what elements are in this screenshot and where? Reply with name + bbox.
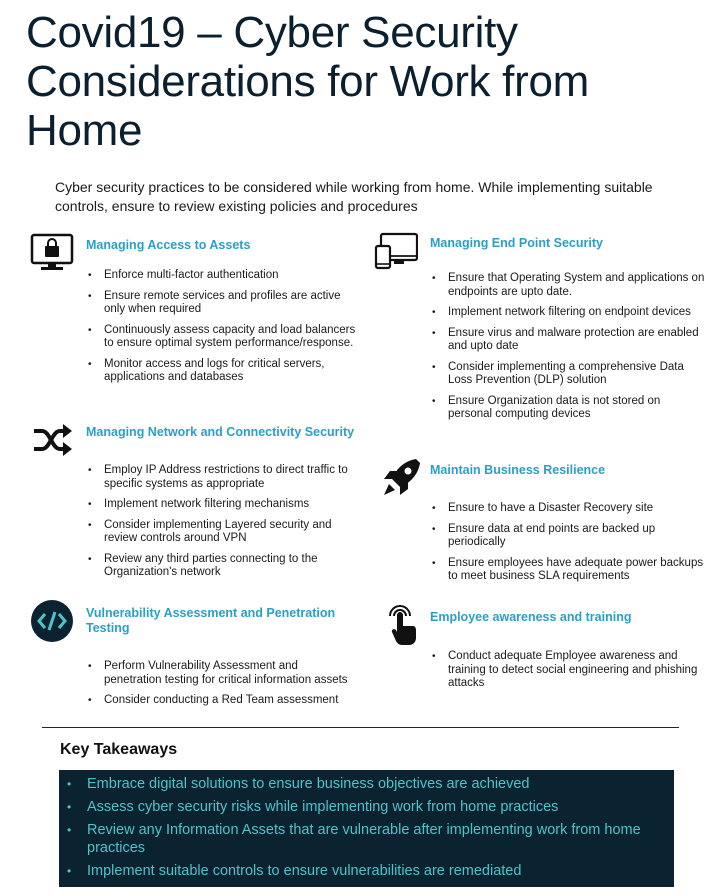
list-item: • Ensure remote services and profiles are active only when required: [86, 290, 356, 317]
takeaway-item: • Embrace digital solutions to ensure business objectives are achieved: [67, 775, 674, 793]
takeaway-item: • Review any Information Assets that are vulnerable after implementing work from home practices: [67, 821, 674, 857]
intro-text: Cyber security practices to be considered while working from home. While implementing suitable controls, ensure to review existing policies and procedures: [55, 179, 653, 214]
section-title: Employee awareness and training: [430, 610, 632, 624]
section-title: Maintain Business Resilience: [430, 463, 606, 477]
list-item: • Ensure data at end points are backed up periodically: [430, 523, 705, 550]
list-item: • Conduct adequate Employee awareness and training to detect social engineering and phishing attacks: [430, 650, 700, 691]
list-item: • Ensure to have a Disaster Recovery site: [430, 502, 705, 516]
lock-monitor-icon: [30, 232, 74, 276]
list-item: • Continuously assess capacity and load balancers to ensure optimal system performance/response.: [86, 324, 356, 351]
list-item: • Ensure employees have adequate power backups to meet business SLA requirements: [430, 557, 705, 584]
section-items: [430, 502, 705, 591]
list-item: • Employ IP Address restrictions to direct traffic to specific systems as appropriate: [86, 464, 356, 491]
section-title: Managing Access to Assets: [86, 238, 251, 252]
list-item: • Consider implementing a comprehensive Data Loss Prevention (DLP) solution: [430, 361, 705, 388]
rocket-icon: [380, 455, 424, 499]
list-item: • Enforce multi-factor authentication: [86, 269, 356, 283]
list-item: • Monitor access and logs for critical servers, applications and databases: [86, 358, 356, 385]
list-item: • Ensure Organization data is not stored on personal computing devices: [430, 395, 705, 422]
divider: [42, 727, 679, 728]
key-takeaways-list: [59, 770, 674, 880]
key-takeaways-box: [59, 770, 674, 887]
section-title: Managing End Point Security: [430, 236, 603, 250]
list-item: • Consider implementing Layered security and review controls around VPN: [86, 519, 356, 546]
list-item: • Ensure that Operating System and applications on endpoints are upto date.: [430, 272, 705, 299]
page-title: Covid19 – Cyber Security Considerations for Work from Home: [26, 8, 589, 155]
section-items: [430, 650, 700, 698]
section-items: [86, 660, 356, 715]
list-item: • Implement network filtering on endpoint devices: [430, 306, 705, 320]
code-icon: [30, 599, 74, 643]
touch-icon: [380, 602, 424, 646]
section-items: [430, 272, 705, 429]
takeaway-item: • Implement suitable controls to ensure vulnerabilities are remediated: [67, 862, 674, 880]
shuffle-icon: [30, 419, 74, 463]
list-item: • Ensure virus and malware protection are enabled and upto date: [430, 327, 705, 354]
takeaway-item: • Assess cyber security risks while implementing work from home practices: [67, 798, 674, 816]
key-takeaways-heading: Key Takeaways: [60, 741, 178, 758]
list-item: • Consider conducting a Red Team assessment: [86, 694, 356, 708]
section-title: Vulnerability Assessment and Penetration Testing: [86, 606, 336, 635]
section-title: Managing Network and Connectivity Security: [86, 425, 355, 439]
list-item: • Perform Vulnerability Assessment and penetration testing for critical information assets: [86, 660, 356, 687]
list-item: • Review any third parties connecting to the Organization's network: [86, 553, 356, 580]
section-items: [86, 269, 356, 392]
section-items: [86, 464, 356, 587]
devices-icon: [374, 230, 418, 274]
list-item: • Implement network filtering mechanisms: [86, 498, 356, 512]
